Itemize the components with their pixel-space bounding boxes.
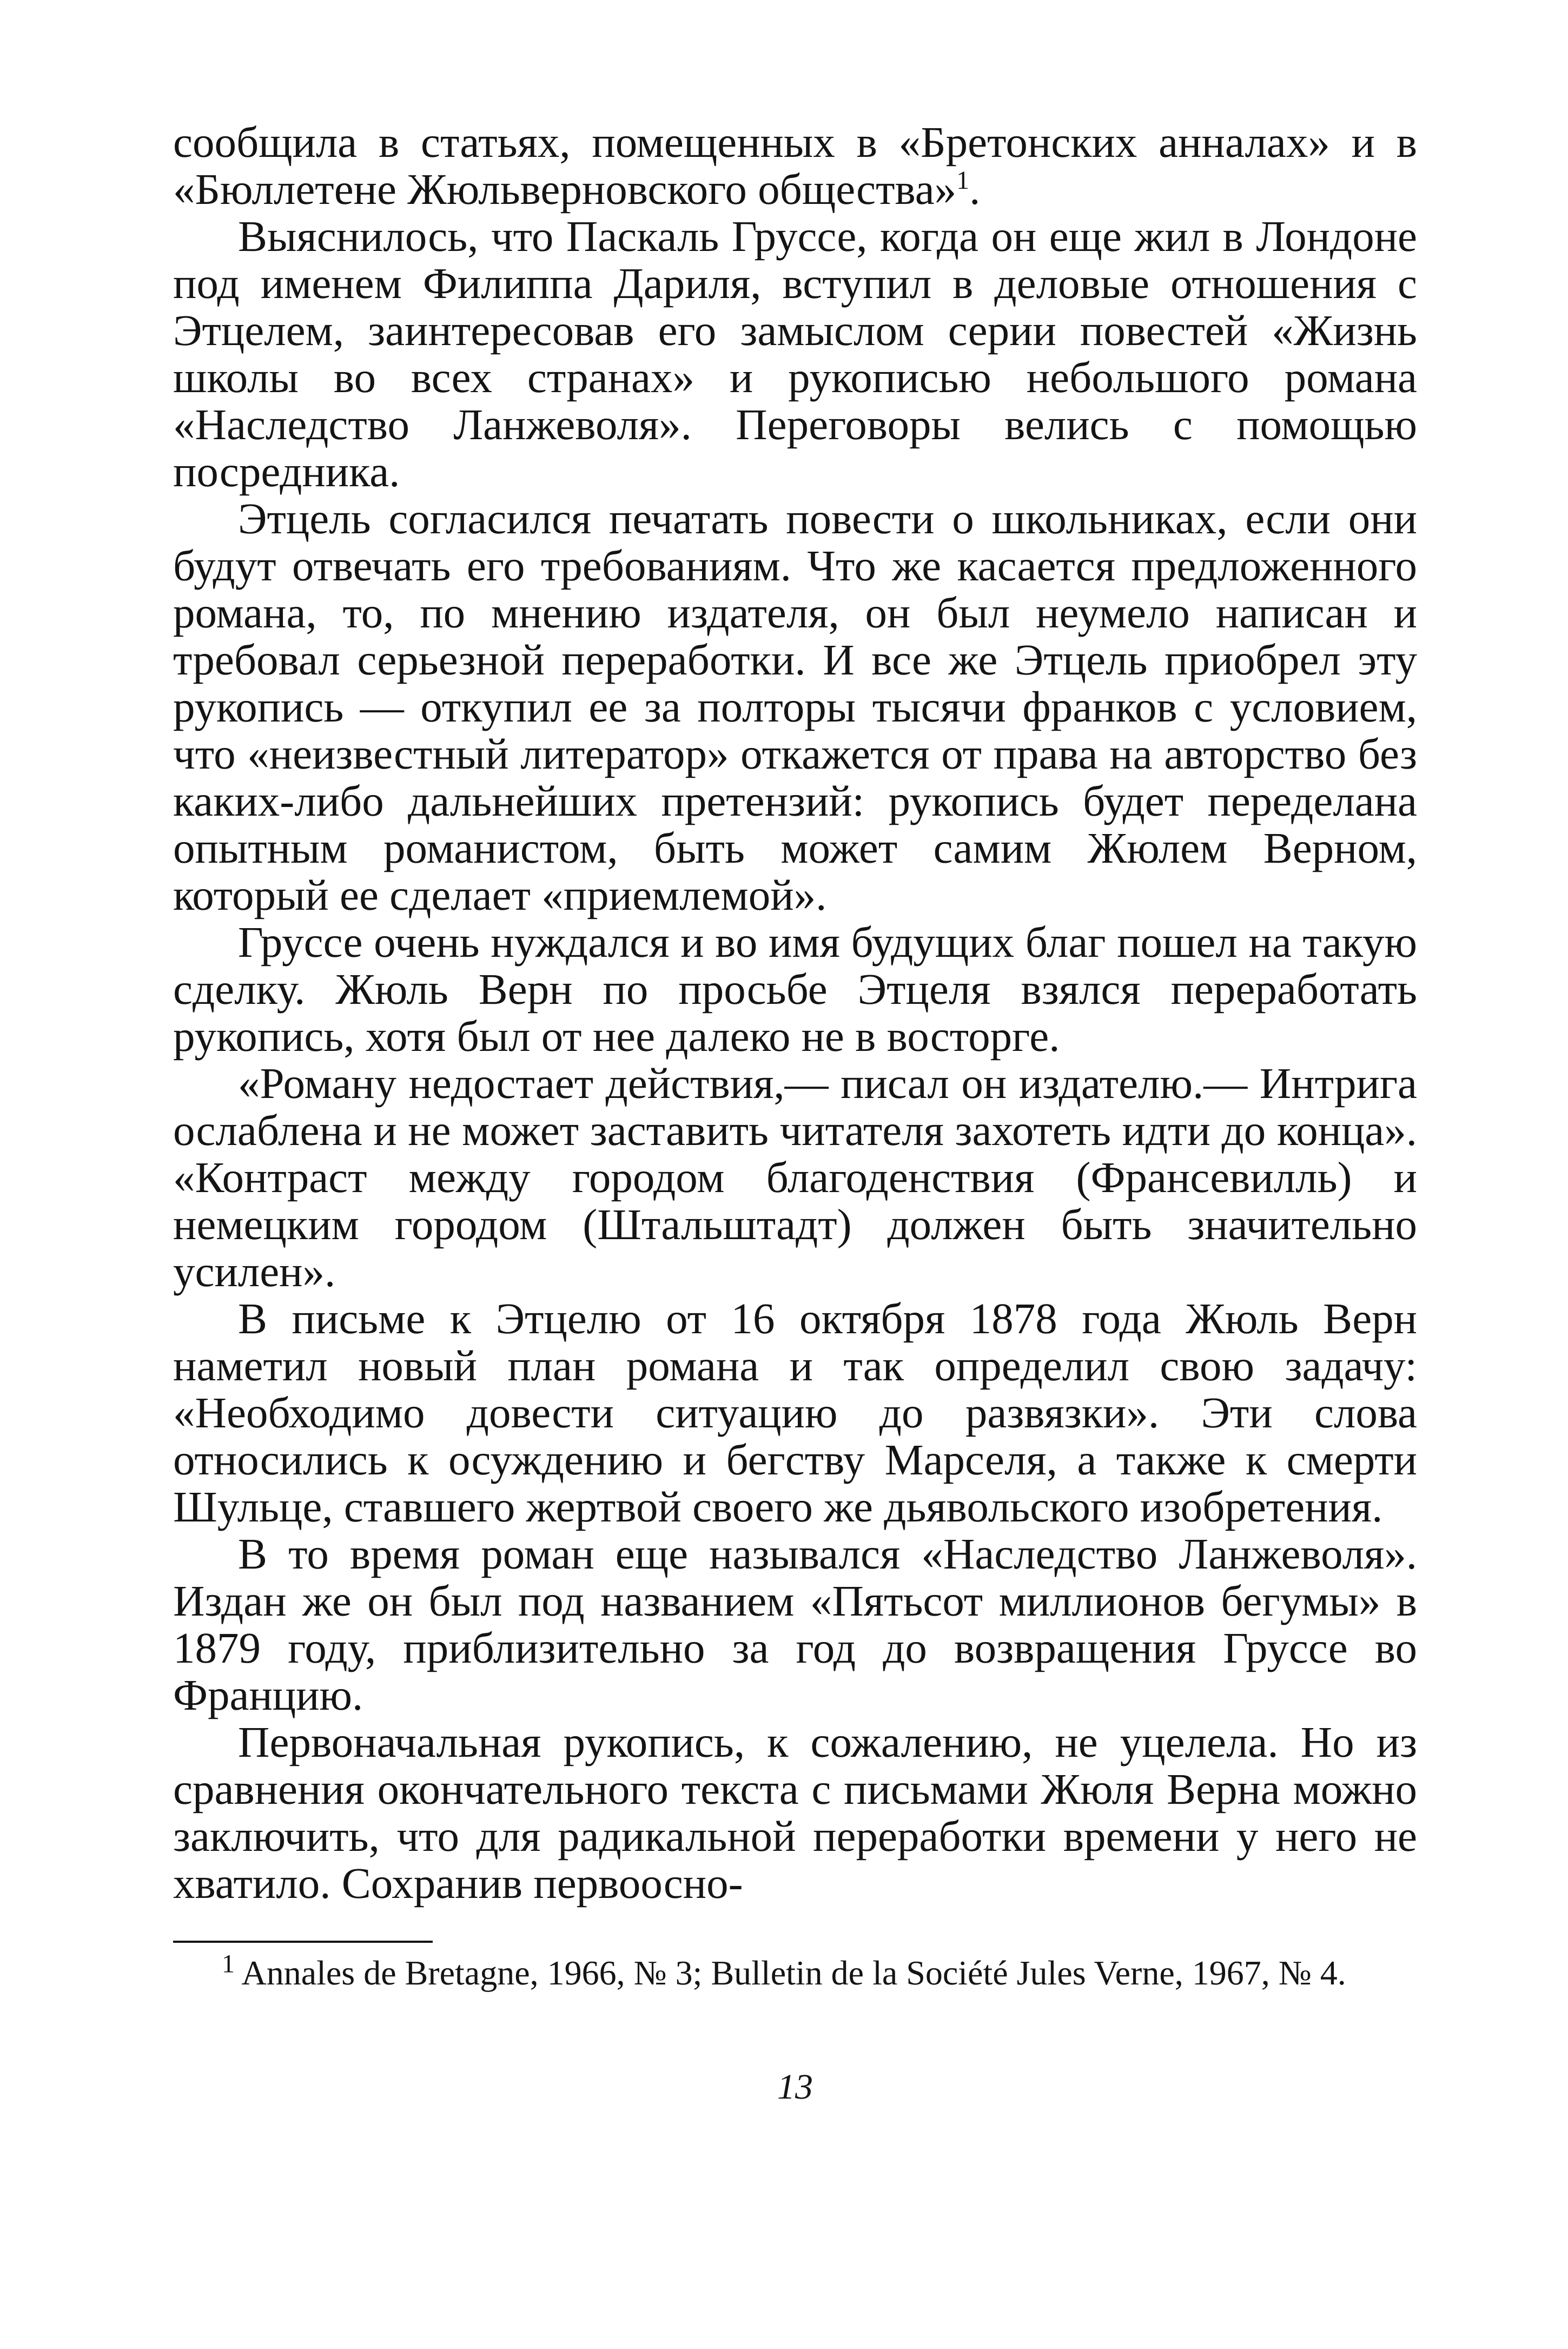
footnote-reference: 1 [956,166,970,195]
paragraph-1-tail: . [969,165,981,214]
paragraph-4: Груссе очень нуждался и во имя будущих благ пошел на такую сделку. Жюль Верн по просьбе Этцеля взялся переработать рукопись, хотя был от нее далеко не в восторге. [173,918,1417,1061]
footnote-text: Annales de Bretagne, 1966, № 3; Bulletin de la Société Jules Verne, 1967, № 4. [241,1954,1346,1992]
footnote [173,1949,1417,1994]
footnote-marker: 1 [222,1949,235,1979]
page-number: 13 [777,2067,813,2107]
paragraph-1-text: сообщила в статьях, помещенных в «Бретонских анналах» и в «Бюллетене Жюльверновского общества» [173,118,1417,214]
paragraph-7: В то время роман еще назывался «Наследство Ланжеволя». Издан же он был под названием «Пятьсот миллионов бегумы» в 1879 году, приблизительно за год до возвращения Груссе во Францию. [173,1530,1417,1719]
paragraph-1 [173,119,1417,213]
paragraph-2: Выяснилось, что Паскаль Груссе, когда он еще жил в Лондоне под именем Филиппа Дариля, вступил в деловые отношения с Этцелем, заинтересовав его замыслом серии повестей «Жизнь школы во всех странах» и рукописью небольшого романа «Наследство Ланжеволя». Переговоры велись с помощью посредника. [173,212,1417,496]
book-page [173,119,1417,2108]
paragraph-5: «Роману недостает действия,— писал он издателю.— Интрига ослаблена и не может заставить читателя захотеть идти до конца». «Контраст между городом благоденствия (Франсевилль) и немецким городом (Штальштадт) должен быть значительно усилен». [173,1059,1417,1296]
paragraph-6: В письме к Этцелю от 16 октября 1878 года Жюль Верн наметил новый план романа и так определил свою задачу: «Необходимо довести ситуацию до развязки». Эти слова относились к осуждению и бегству Марселя, а также к смерти Шульце, ставшего жертвой своего же дьявольского изобретения. [173,1294,1417,1531]
paragraph-8: Первоначальная рукопись, к сожалению, не уцелела. Но из сравнения окончательного текста с письмами Жюля Верна можно заключить, что для радикальной переработки времени у него не хватило. Сохранив первоосно- [173,1718,1417,1908]
paragraph-3: Этцель согласился печатать повести о школьниках, если они будут отвечать его требованиям. Что же касается предложенного романа, то, по мнению издателя, он был неумело написан и требовал серьезной переработки. И все же Этцель приобрел эту рукопись — откупил ее за полторы тысячи франков с условием, что «неизвестный литератор» откажется от права на авторство без каких-либо дальнейших претензий: рукопись будет переделана опытным романистом, быть может самим Жюлем Верном, который ее сделает «приемлемой». [173,494,1417,919]
footnote-divider [173,1941,433,1943]
